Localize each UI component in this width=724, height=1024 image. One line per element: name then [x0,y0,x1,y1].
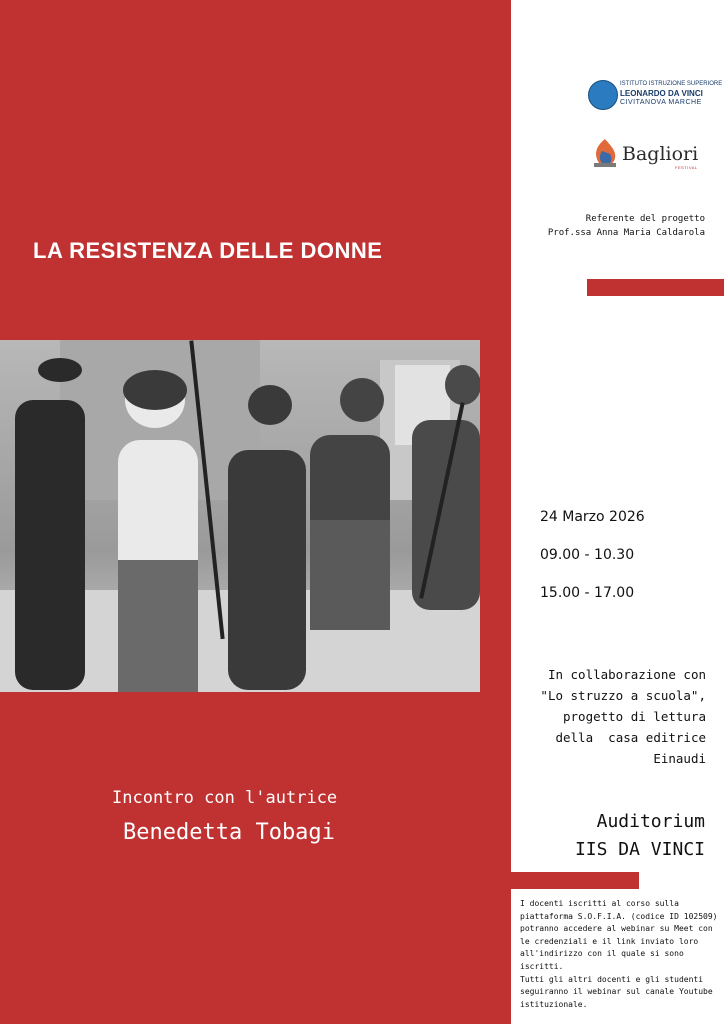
venue [505,808,705,864]
bagliori-logo [590,135,705,175]
school-logo-line2: LEONARDO DA VINCI [620,89,703,98]
festival-sub: FESTIVAL [675,165,698,170]
school-logo [588,80,723,110]
accent-bar-bottom [511,872,639,889]
webinar-note-p2: Tutti gli altri docenti e gli studenti seguiranno il webinar sul canale Youtube istituzionale. [520,974,713,1009]
webinar-note [520,898,720,1011]
poster-title: LA RESISTENZA DELLE DONNE [33,238,383,263]
school-logo-line1: ISTITUTO ISTRUZIONE SUPERIORE [620,81,723,87]
referent-name: Prof.ssa Anna Maria Caldarola [547,228,705,238]
webinar-note-p1: I docenti iscritti al corso sulla piattaforma S.O.F.I.A. (codice ID 102509) potranno accedere al webinar su Meet con le credenziali e il link inviato loro all'indirizzo con il quale si sono iscritti. [520,899,718,971]
author-intro: Incontro con l'autrice [112,788,338,808]
bagliori-flame-icon [590,137,620,169]
collaboration-text: In collaborazione con "Lo struzzo a scuola", progetto di lettura della casa editrice Einaudi [540,667,706,766]
school-logo-line3: CIVITANOVA MARCHE [620,99,702,106]
venue-line2: IIS DA VINCI [574,839,705,860]
historical-photo [0,340,480,692]
event-date: 24 Marzo 2026 [540,509,645,525]
event-time-morning: 09.00 - 10.30 [540,547,635,563]
accent-bar-top [587,279,724,296]
vitruvian-man-icon [588,80,618,110]
festival-name: Bagliori [622,143,699,165]
event-time-afternoon: 15.00 - 17.00 [540,585,635,601]
author-name: Benedetta Tobagi [123,820,335,845]
referent-label: Referente del progetto [585,214,705,224]
venue-line1: Auditorium [596,811,705,832]
photo-partisan-women-icon [0,340,480,692]
